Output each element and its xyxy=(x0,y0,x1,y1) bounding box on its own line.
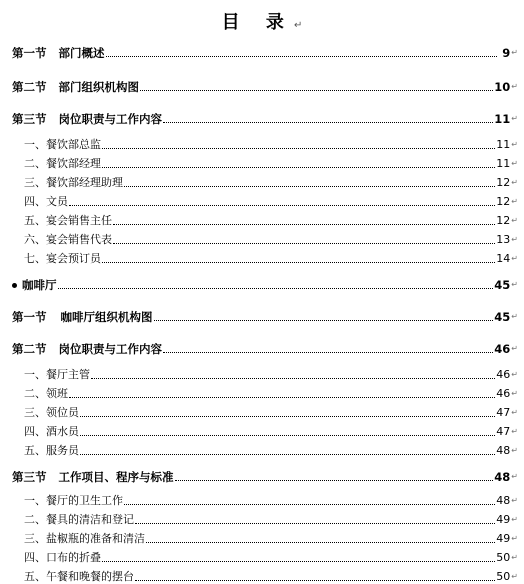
toc-entry-section-number: 第二节 xyxy=(12,342,47,356)
toc-entry-page-number: 48 xyxy=(494,470,511,484)
paragraph-mark-icon: ↵ xyxy=(511,472,518,481)
toc-entry[interactable] xyxy=(0,193,524,209)
dot-leader xyxy=(80,416,495,417)
toc-entry[interactable] xyxy=(0,404,524,420)
toc-entry[interactable] xyxy=(0,340,524,356)
paragraph-mark-icon: ↵ xyxy=(511,370,518,379)
toc-entry-page-number: 46 xyxy=(496,368,511,381)
toc-entry[interactable] xyxy=(0,308,524,324)
paragraph-mark-icon: ↵ xyxy=(511,389,518,398)
toc-entry-title: 二、餐饮部经理 xyxy=(24,157,101,170)
toc-entry[interactable] xyxy=(0,212,524,228)
toc-entry-page-number: 47 xyxy=(496,406,511,419)
toc-entry-page-number: 11 xyxy=(496,157,511,170)
paragraph-mark-icon: ↵ xyxy=(511,280,518,289)
paragraph-mark-icon: ↵ xyxy=(511,427,518,436)
toc-entry[interactable] xyxy=(0,110,524,126)
paragraph-mark-icon: ↵ xyxy=(511,235,518,244)
dot-leader xyxy=(163,352,493,353)
toc-entry-page-number: 48 xyxy=(496,444,511,457)
toc-entry-page-number: 45 xyxy=(494,278,511,292)
paragraph-mark-icon: ↵ xyxy=(511,114,518,123)
dot-leader xyxy=(175,480,494,481)
toc-entry[interactable] xyxy=(0,442,524,458)
toc-entry-section-number: 第一节 xyxy=(12,46,47,60)
paragraph-mark-icon: ↵ xyxy=(511,140,518,149)
toc-entry[interactable] xyxy=(0,174,524,190)
toc-title-text: 目 录 xyxy=(221,12,294,33)
toc-entry[interactable] xyxy=(0,78,524,94)
toc-entry-title: 咖啡厅组织机构图 xyxy=(60,310,153,324)
toc-entry-section-number: 第三节 xyxy=(12,470,47,484)
toc-entry-page-number: 50 xyxy=(496,570,511,583)
toc-entry-page-number: 49 xyxy=(496,532,511,545)
toc-entry-page-number: 12 xyxy=(496,195,511,208)
toc-entry-title: 七、宴会预订员 xyxy=(24,252,101,265)
dot-leader xyxy=(91,378,495,379)
toc-entry-title: 四、酒水员 xyxy=(24,425,79,438)
dot-leader xyxy=(124,504,495,505)
toc-entry-page-number: 45 xyxy=(494,310,511,324)
toc-entry[interactable] xyxy=(0,385,524,401)
toc-entry-page-number: 50 xyxy=(496,551,511,564)
dot-leader xyxy=(135,523,495,524)
toc-entry-title: 三、盐椒瓶的准备和清洁 xyxy=(24,532,145,545)
dot-leader xyxy=(135,580,495,581)
toc-entry[interactable] xyxy=(0,250,524,266)
toc-entry-title: 部门概述 xyxy=(58,46,105,60)
toc-entry[interactable] xyxy=(0,276,524,292)
toc-entry-page-number: 9 xyxy=(502,46,511,60)
bullet-icon xyxy=(12,283,17,288)
toc-entry-page-number: 48 xyxy=(496,494,511,507)
toc-entry[interactable] xyxy=(0,155,524,171)
toc-entry-section-number: 第三节 xyxy=(12,112,47,126)
paragraph-mark-icon: ↵ xyxy=(511,446,518,455)
toc-entry-title: 四、口布的折叠 xyxy=(24,551,101,564)
toc-entry-page-number: 14 xyxy=(496,252,511,265)
dot-leader xyxy=(163,122,493,123)
toc-entry-title: 咖啡厅 xyxy=(22,278,57,292)
toc-entry[interactable] xyxy=(0,366,524,382)
toc-entry[interactable] xyxy=(0,492,524,508)
toc-entry-title: 六、宴会销售代表 xyxy=(24,233,112,246)
dot-leader xyxy=(140,90,493,91)
toc-entry-title: 一、餐饮部总监 xyxy=(24,138,101,151)
toc-entry[interactable] xyxy=(0,530,524,546)
paragraph-mark-icon: ↵ xyxy=(293,20,303,31)
toc-entry-title: 工作项目、程序与标准 xyxy=(58,470,174,484)
toc-entry-section-number: 第一节 xyxy=(12,310,47,324)
paragraph-mark-icon: ↵ xyxy=(511,254,518,263)
paragraph-mark-icon: ↵ xyxy=(511,197,518,206)
toc-entry-page-number: 12 xyxy=(496,214,511,227)
paragraph-mark-icon: ↵ xyxy=(511,312,518,321)
paragraph-mark-icon: ↵ xyxy=(511,178,518,187)
dot-leader xyxy=(58,288,494,289)
paragraph-mark-icon: ↵ xyxy=(511,344,518,353)
dot-leader xyxy=(102,561,495,562)
paragraph-mark-icon: ↵ xyxy=(511,515,518,524)
toc-entry-title: 二、餐具的清洁和登记 xyxy=(24,513,134,526)
dot-leader xyxy=(102,148,495,149)
toc-entry-page-number: 10 xyxy=(494,80,511,94)
toc-entry[interactable] xyxy=(0,231,524,247)
toc-entry-title: 一、餐厅的卫生工作 xyxy=(24,494,123,507)
dot-leader xyxy=(106,56,498,57)
toc-entry-page-number: 11 xyxy=(494,112,511,126)
dot-leader xyxy=(102,167,495,168)
toc-entry-page-number: 11 xyxy=(496,138,511,151)
dot-leader xyxy=(69,397,495,398)
paragraph-mark-icon: ↵ xyxy=(511,216,518,225)
toc-entry[interactable] xyxy=(0,549,524,565)
toc-entry-title: 五、午餐和晚餐的摆台 xyxy=(24,570,134,583)
toc-entry-page-number: 13 xyxy=(496,233,511,246)
toc-entry[interactable] xyxy=(0,136,524,152)
dot-leader xyxy=(69,205,495,206)
toc-entry[interactable] xyxy=(0,568,524,584)
toc-entry-page-number: 12 xyxy=(496,176,511,189)
toc-entry-title: 一、餐厅主管 xyxy=(24,368,90,381)
dot-leader xyxy=(154,320,494,321)
toc-entry-title: 二、领班 xyxy=(24,387,68,400)
toc-entry-page-number: 46 xyxy=(496,387,511,400)
toc-entry-title: 岗位职责与工作内容 xyxy=(58,342,162,356)
toc-title xyxy=(0,8,524,34)
paragraph-mark-icon: ↵ xyxy=(511,553,518,562)
toc-entry-title: 部门组织机构图 xyxy=(58,80,139,94)
dot-leader xyxy=(80,454,495,455)
paragraph-mark-icon: ↵ xyxy=(511,48,518,57)
dot-leader xyxy=(124,186,495,187)
toc-entry-title: 岗位职责与工作内容 xyxy=(58,112,162,126)
toc-entry-page-number: 46 xyxy=(494,342,511,356)
toc-entry-page-number: 49 xyxy=(496,513,511,526)
paragraph-mark-icon: ↵ xyxy=(511,159,518,168)
paragraph-mark-icon: ↵ xyxy=(511,82,518,91)
toc-entry-title: 五、宴会销售主任 xyxy=(24,214,112,227)
paragraph-mark-icon: ↵ xyxy=(511,534,518,543)
toc-entry[interactable] xyxy=(0,468,524,484)
dot-leader xyxy=(80,435,495,436)
toc-entry[interactable] xyxy=(0,511,524,527)
toc-entry[interactable] xyxy=(0,44,524,60)
toc-entry-section-number: 第二节 xyxy=(12,80,47,94)
paragraph-mark-icon: ↵ xyxy=(511,496,518,505)
dot-leader xyxy=(113,243,495,244)
toc-entry-page-number: 47 xyxy=(496,425,511,438)
paragraph-mark-icon: ↵ xyxy=(511,408,518,417)
toc-entry-title: 五、服务员 xyxy=(24,444,79,457)
toc-entry-title: 三、领位员 xyxy=(24,406,79,419)
dot-leader xyxy=(113,224,495,225)
dot-leader xyxy=(102,262,495,263)
dot-leader xyxy=(146,542,495,543)
paragraph-mark-icon: ↵ xyxy=(511,572,518,581)
toc-entry-title: 三、餐饮部经理助理 xyxy=(24,176,123,189)
toc-entry-title: 四、文员 xyxy=(24,195,68,208)
toc-entry[interactable] xyxy=(0,423,524,439)
